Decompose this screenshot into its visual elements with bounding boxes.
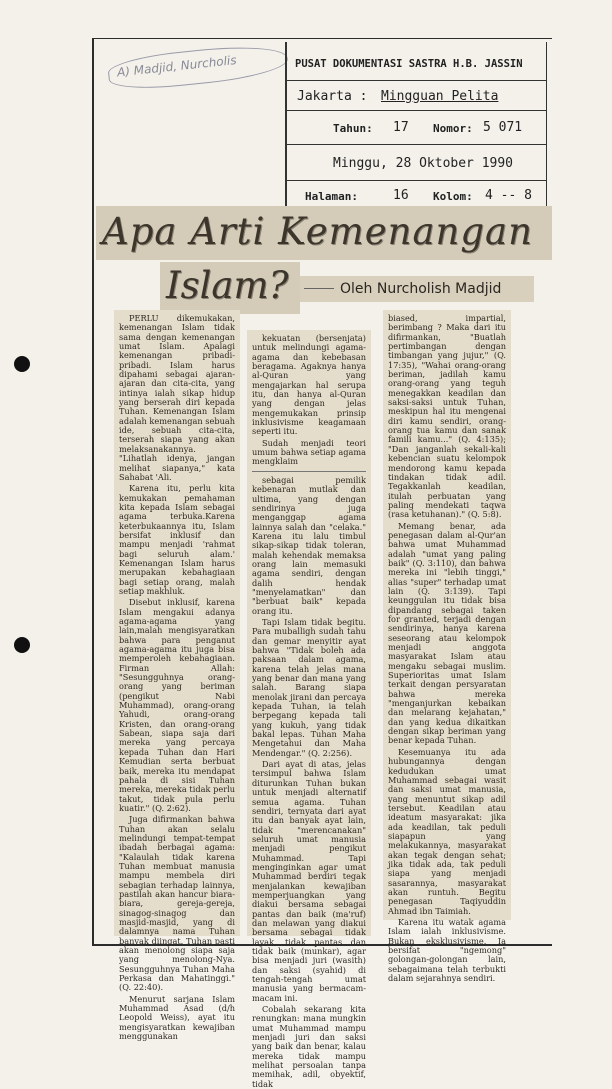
paragraph: Tapi Islam tidak begitu. Para muballigh sudah tahu dan gemar menyitir ayat bahwa "Tidak boleh ada paksaan dalam agama, karena telah jelas mana yang benar dan mana yang salah. Barang siapa menolak jirani dan percaya kepada Tuhan, ia telah berpegang kepada tali yang kukuh, yang tidak bakal lepas. Tuhan Maha Mengetahui dan Maha Mendengar." (Q. 2:256). — [252, 616, 366, 758]
paragraph: Kesemuanya itu ada hubungannya dengan kedudukan umat Muhammad sebagai wasit dan saksi umat manusia, yang menuntut sikap adil tersebut. Keadilan atau ideatum masyarakat: jika ada keadilan, tak peduli siapapun yang melakukannya, masyarakat akan tegak dengan sehat; jika tidak ada, tak peduli siapa yang menjadi sasarannya, masyarakat akan runtuh. Begitu penegasan Taqiyuddin Ahmad ibn Taimiah. — [388, 746, 506, 916]
paragraph: PERLU dikemukakan, kemenangan Islam tidak sama dengan kemenangan umat Islam. Apalagi kemenangan pribadi-pribadi. Islam harus dipahami sebagai ajaran-ajaran dan cita-cita, yang intinya ialah sikap hidup yang berserah diri kepada Tuhan. Kemenangan Islam adalah kemenangan sebuah ide, sebuah cita-cita, terserah siapa yang akan melaksanakannya. "Lihatlah idenya, jangan melihat siapanya," kata Sahabat 'Ali. — [119, 313, 235, 482]
paragraph: Cobalah sekarang kita renungkan: mana mungkin umat Muhammad mampu menjadi juri dan saksi yang baik dan benar, kalau mereka tidak mampu melihat persoalan tanpa memihak, adil, obyektif, tidak — [252, 1004, 366, 1089]
article-column-1 — [114, 310, 240, 1042]
paragraph: sebagai pemilik kebenaran mutlak dan ultima, yang dengan sendirinya juga menganggap agama lainnya salah dan "celaka." Karena itu lalu timbul sikap-sikap tidak toleran, malah kehendak memaksa orang lain memasuki agama sendiri, dengan dalih hendak "menyelamatkan" dan "berbuat baik" kepada orang itu. — [252, 474, 366, 616]
paragraph: Dari ayat di atas, jelas tersimpul bahwa Islam diturunkan Tuhan bukan untuk menjadi alternatif semua agama. Tuhan sendiri, ternyata dari ayat itu dan banyak ayat lain, tidak "merencanakan" seluruh umat manusia menjadi pengikut Muhammad. Tapi menginginkan agar umat Muhammad berdiri tegak menjalankan kewajiban memperjuangkan yang diakui bersama sebagai pantas dan baik (ma'ruf) dan melawan yang diakui bersama sebagai tidak layak, tidak pantas dan tidak baik (munkar), agar bisa menjadi juri (wasith) dan saksi (syahid) di tengah-tengah umat manusia yang bermacam-macam ini. — [252, 759, 366, 1003]
paragraph: biased, impartial, berimbang ? Maka dari itu difirmankan, "Buatlah pertimbangan dengan timbangan yang jujur," (Q. 17:35), "Wahai orang-orang beriman, jadilah kamu orang-orang yang teguh menegakkan keadilan dan saksi-saksi untuk Tuhan, meskipun hal itu mengenai diri kamu sendiri, orang-orang tua kamu dan sanak famili kamu..." (Q. 4:135); "Dan janganlah sekali-kali kebencian suatu kelompok mendorong kamu kepada tindakan tidak adil. Tegakkanlah keadilan, itulah perbuatan yang paling mendekati taqwa (rasa ketuhanan)." (Q. 5:8). — [388, 313, 506, 520]
stamp-publication: Mingguan Pelita — [381, 89, 499, 104]
binding-hole-2 — [14, 637, 30, 653]
column-divider — [252, 471, 366, 472]
stamp-page-label: Halaman: — [305, 190, 358, 203]
paragraph: Karena itu watak agama Islam ialah inklusivisme. Bukan eksklusivisme. Ia bersifat "ngemong" golongan-golongan lain, sebagaimana telah terbukti dalam sejarahnya sendiri. — [388, 917, 506, 984]
archive-stamp — [285, 42, 547, 212]
top-frame-line — [92, 38, 552, 39]
paragraph: Karena itu, perlu kita kemukakan pemahaman kita kepada Islam sebagai agama terbuka.Karena keterbukaannya itu, Islam bersifat inklusif dan mampu menjadi 'rahmat bagi seluruh alam.' Kemenangan Islam harus merupakan kebahagiaan bagi setiap orang, malah setiap makhluk. — [119, 483, 235, 596]
headline-line-2: Islam? — [166, 264, 289, 307]
stamp-city: Jakarta : — [297, 89, 368, 104]
stamp-number-value: 5 071 — [483, 120, 523, 135]
byline: Oleh Nurcholish Madjid — [340, 281, 502, 297]
stamp-page-value: 16 — [393, 188, 409, 203]
stamp-year-value: 17 — [393, 120, 409, 135]
headline-line-2-clip — [160, 262, 300, 314]
paragraph: Juga difirmankan bahwa Tuhan akan selalu melindungi tempat-tempat ibadah berbagai agama: "Kalaulah tidak karena Tuhan membuat manusia mampu membela diri sebagian terhadap lainnya, pastilah akan hancur biara-biara, gereja-gereja, sinagog-sinagog dan masjid-masjid, yang di dalamnya nama Tuhan banyak diingat. Tuhan pasti akan menolong siapa saja yang menolong-Nya. Sesungguhnya Tuhan Maha Perkasa dan Mahatinggi." (Q. 22:40). — [119, 814, 235, 993]
stamp-date: Minggu, 28 Oktober 1990 — [333, 156, 514, 171]
left-margin-line — [92, 38, 94, 946]
headline-line-1-clip — [96, 206, 552, 260]
paragraph: Memang benar, ada penegasan dalam al-Qur'an bahwa umat Muhammad adalah "umat yang paling baik" (Q. 3:110), dan bahwa mereka ini "lebih tinggi," alias "super" terhadap umat lain (Q. 3:139). Tapi keunggulan itu tidak bisa dipandang sebagai taken for granted, terjadi dengan sendirinya, hanya karena seseorang atau kelompok menjadi anggota masyarakat Islam atau mengaku sebagai muslim. Superioritas umat Islam terkait dengan persyaratan bahwa mereka "menganjurkan kebaikan dan melarang kejahatan," dan yang kedua dikaitkan dengan sikap beriman yang benar kepada Tuhan. — [388, 520, 506, 746]
paragraph: kekuatan (bersenjata) untuk melindungi agama-agama dan kebebasan beragama. Agaknya hanya al-Quran yang mengajarkan hal serupa itu, dan hanya al-Quran yang dengan jelas mengemukakan prinsip inklusivisme keagamaan seperti itu. — [252, 333, 366, 437]
stamp-column-value: 4 -- 8 — [485, 188, 532, 203]
article-column-2 — [247, 330, 371, 1089]
byline-clip — [300, 276, 534, 302]
paragraph: Sudah menjadi teori umum bahwa setiap agama mengklaim — [252, 437, 366, 467]
stamp-column-label: Kolom: — [433, 190, 473, 203]
article-column-3 — [383, 310, 511, 984]
headline-line-1: Apa Arti Kemenangan — [102, 210, 533, 253]
binding-hole-1 — [14, 356, 30, 372]
paragraph: Disebut inklusif, karena Islam mengakui adanya agama-agama yang lain,malah mengisyaratkan bahwa para penganut agama-agama itu juga bisa memperoleh kebahagiaan. Firman Allah: "Sesungguhnya orang-orang yang beriman (pengikut Nabi Muhammad), orang-orang Yahudi, orang-orang Kristen, dan orang-orang Sabean, siapa saja dari mereka yang percaya kepada Tuhan dan Hari Kemudian serta berbuat baik, mereka itu mendapat pahala di sisi Tuhan mereka, mereka tidak perlu takut, tidak pula perlu kuatir." (Q. 2:62). — [119, 597, 235, 813]
handwritten-note: A) Madjid, Nurcholis — [107, 41, 290, 94]
stamp-institution: PUSAT DOKUMENTASI SASTRA H.B. JASSIN — [295, 58, 523, 70]
paragraph: Menurut sarjana Islam Muhammad Asad (d/h Leopold Weiss), ayat itu mengisyaratkan kewajiban menggunakan — [119, 993, 235, 1042]
stamp-year-label: Tahun: — [333, 122, 373, 135]
stamp-number-label: Nomor: — [433, 122, 473, 135]
